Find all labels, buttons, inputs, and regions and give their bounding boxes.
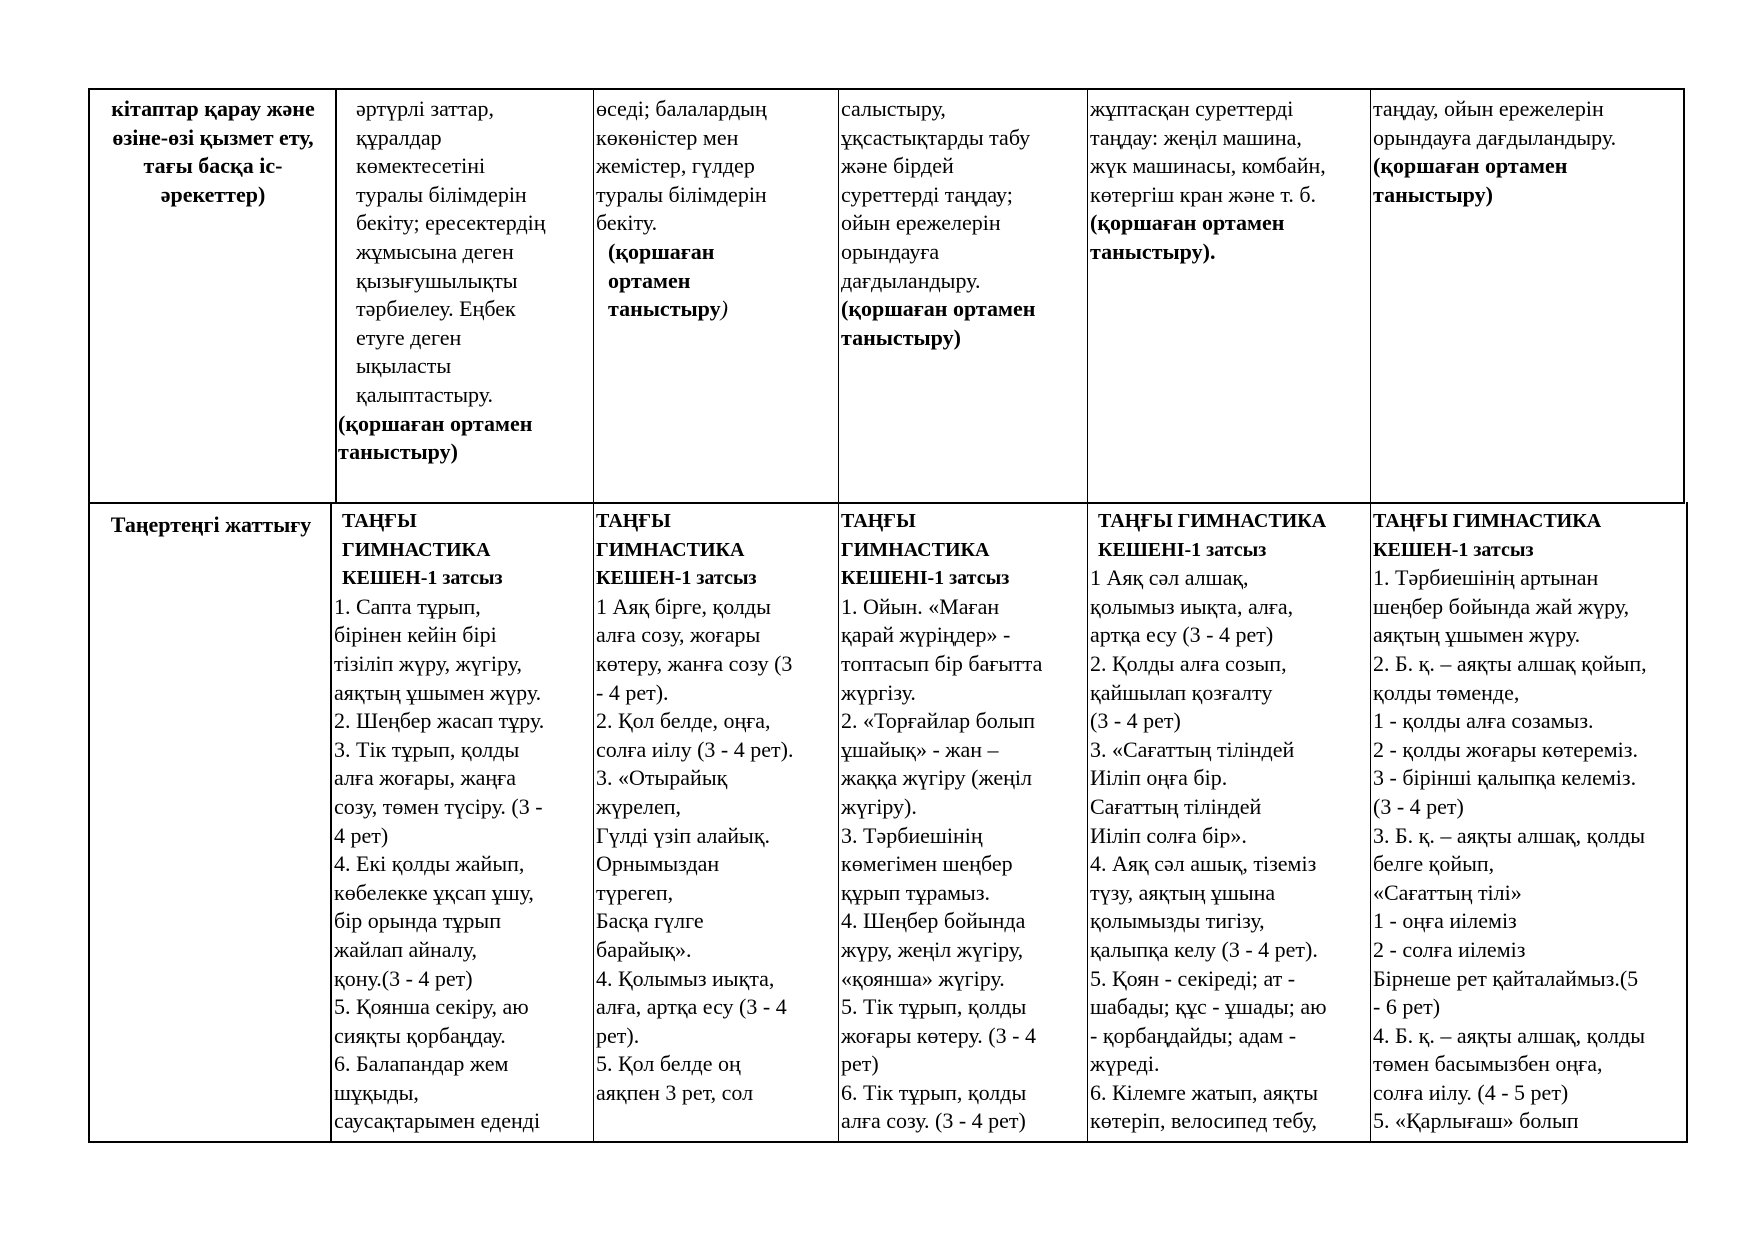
row-header-morning-exercise xyxy=(96,511,326,631)
cell-title: ТАҢҒЫ ГИМНАСТИКА КЕШЕН-1 затсыз xyxy=(342,510,503,590)
cell-title: ТАҢҒЫ ГИМНАСТИКА КЕШЕН-1 затсыз xyxy=(596,510,757,590)
row-header-text: кітаптар қарау және өзіне-өзі қызмет ету, тағы басқа іс-әрекеттер) xyxy=(111,96,315,207)
cell-title: ТАҢҒЫ ГИМНАСТИКА КЕШЕНІ-1 затсыз xyxy=(841,510,1010,590)
cell-text: 1. Сапта тұрып, бірінен кейін бірі тізіліп жүру, жүгіру, аяқтың ұшымен жүру. 2. Шеңбер жасап тұру. 3. Тік тұрып, қолды алға жоғары, жаңға созу, төмен түсіру. (3 - 4 рет) 4. Екі қолды жайып, көбелекке ұқсап ұшу, бір орында тұрып жайлап айналу, қону.(3 - 4 рет) 5. Қоянша секіру, аю сияқты қорбаңдау. 6. Балапандар жем шұқыды, саусақтарымен еденді xyxy=(334,593,545,1134)
table-border-top xyxy=(88,88,1685,90)
cell-title: ТАҢҒЫ ГИМНАСТИКА КЕШЕН-1 затсыз xyxy=(1373,510,1602,561)
cell-text: өседі; балалардың көкөністер мен жемістер, гүлдер туралы білімдерін бекіту. xyxy=(596,96,767,236)
table-cell xyxy=(596,507,836,1140)
cell-bold-main: (қоршаған ортамен таныстыру xyxy=(608,238,721,322)
cell-title: ТАҢҒЫ ГИМНАСТИКА КЕШЕНІ-1 затсыз xyxy=(1098,510,1327,561)
table-cell xyxy=(1090,507,1368,1140)
row-header-activities xyxy=(96,95,330,495)
table-border-left xyxy=(88,88,90,1143)
column-divider-4 xyxy=(1087,88,1088,1143)
table-border-bottom xyxy=(88,1141,1687,1143)
table-cell xyxy=(596,95,836,500)
table-row-divider xyxy=(88,502,1685,504)
cell-bold-text: (қоршаған ортамен таныстыру) xyxy=(841,296,1036,350)
cell-text: 1 Аяқ сәл алшақ, қолымыз иықта, алға, артқа есу (3 - 4 рет) 2. Қолды алға созып, қайшылап қозғалту (3 - 4 рет) 3. «Сағаттың тіліндей Иіліп оңға бір. Сағаттың тіліндей Иіліп солға бір». 4. Аяқ сәл ашық, тіземіз түзу, аяқтың ұшына қолымызды тигізу, қалыпқа келу (3 - 4 рет). 5. Қоян - секіреді; ат - шабады; құс - ұшады; аю - қорбаңдайды; адам - жүреді. 6. Кілемге жатып, аяқты көтеріп, велосипед тебу, xyxy=(1090,565,1327,1134)
cell-bold-tail: ) xyxy=(720,296,728,322)
cell-text: әртүрлі заттар, құралдар көмектесетіні туралы білімдерін бекіту; ересектердің жұмысына деген қызығушылықты тәрбиелеу. Еңбек етуге деген ықыласты қалыптастыру. xyxy=(356,96,546,407)
cell-text: 1. Тәрбиешінің артынан шеңбер бойында жай жүру, аяқтың ұшымен жүру. 2. Б. қ. – аяқты алшақ қойып, қолды төменде, 1 - қолды алға созамыз. 2 - қолды жоғары көтереміз. 3 - бірінші қалыпқа келеміз. (3 - 4 рет) 3. Б. қ. – аяқты алшақ, қолды белге қойып, «Сағаттың тілі» 1 - оңға иілеміз 2 - солға иілеміз Бірнеше рет қайталаймыз.(5 - 6 рет) 4. Б. қ. – аяқты алшақ, қолды төмен басымызбен оңға, солға иілу. (4 - 5 рет) 5. «Қарлығаш» болып xyxy=(1373,565,1647,1134)
table-cell xyxy=(1373,95,1681,500)
cell-text: 1 Аяқ бірге, қолды алға созу, жоғары көтеру, жанға созу (3 - 4 рет). 2. Қол белде, оңға, солға иілу (3 - 4 рет). 3. «Отырайық жүрелеп, Гүлді үзіп алайық. Орнымыздан түрегеп, Басқа гүлге барайық». 4. Қолымыз иықта, алға, артқа есу (3 - 4 рет). 5. Қол белде оң аяқпен 3 рет, сол xyxy=(596,593,794,1105)
cell-bold-text: (қоршаған ортамен таныстыру) xyxy=(1373,153,1568,207)
table-cell xyxy=(1090,95,1368,500)
table-cell xyxy=(841,507,1085,1140)
table-cell xyxy=(1373,507,1684,1140)
cell-text: 1. Ойын. «Маған қарай жүріңдер» - топтасып бір бағытта жүргізу. 2. «Торғайлар болып ұшайық» - жан – жаққа жүгіру (жеңіл жүгіру). 3. Тәрбиешінің көмегімен шеңбер құрып тұрамыз. 4. Шеңбер бойында жүру, жеңіл жүгіру, «қоянша» жүгіру. 5. Тік тұрып, қолды жоғары көтеру. (3 - 4 рет) 6. Тік тұрып, қолды алға созу. (3 - 4 рет) xyxy=(841,593,1043,1134)
column-divider-2 xyxy=(593,88,594,1143)
cell-text: салыстыру, ұқсастықтарды табу және бірдей суреттерді таңдау; ойын ережелерін орындауға дағдыландыру. xyxy=(841,96,1031,293)
table-border-right-lower xyxy=(1686,502,1688,1143)
cell-bold-text: (қоршаған ортамен таныстыру). xyxy=(1090,210,1285,264)
cell-text: таңдау, ойын ережелерін орындауға дағдыландыру. xyxy=(1373,96,1617,150)
table-cell xyxy=(841,95,1085,500)
table-border-right xyxy=(1683,88,1685,504)
row-header-text: Таңертеңгі жаттығу xyxy=(110,512,312,537)
column-divider-1b xyxy=(330,502,332,1143)
cell-bold-text xyxy=(596,238,836,324)
cell-bold-text: (қоршаған ортамен таныстыру) xyxy=(338,410,533,465)
column-divider-1a xyxy=(335,88,337,504)
cell-text: жұптасқан суреттерді таңдау: жеңіл машина, жүк машинасы, комбайн, көтергіш кран және т. б. xyxy=(1090,96,1326,207)
column-divider-5 xyxy=(1370,88,1371,1143)
column-divider-3 xyxy=(838,88,839,1143)
table-cell xyxy=(334,507,592,1140)
table-cell xyxy=(338,95,590,500)
